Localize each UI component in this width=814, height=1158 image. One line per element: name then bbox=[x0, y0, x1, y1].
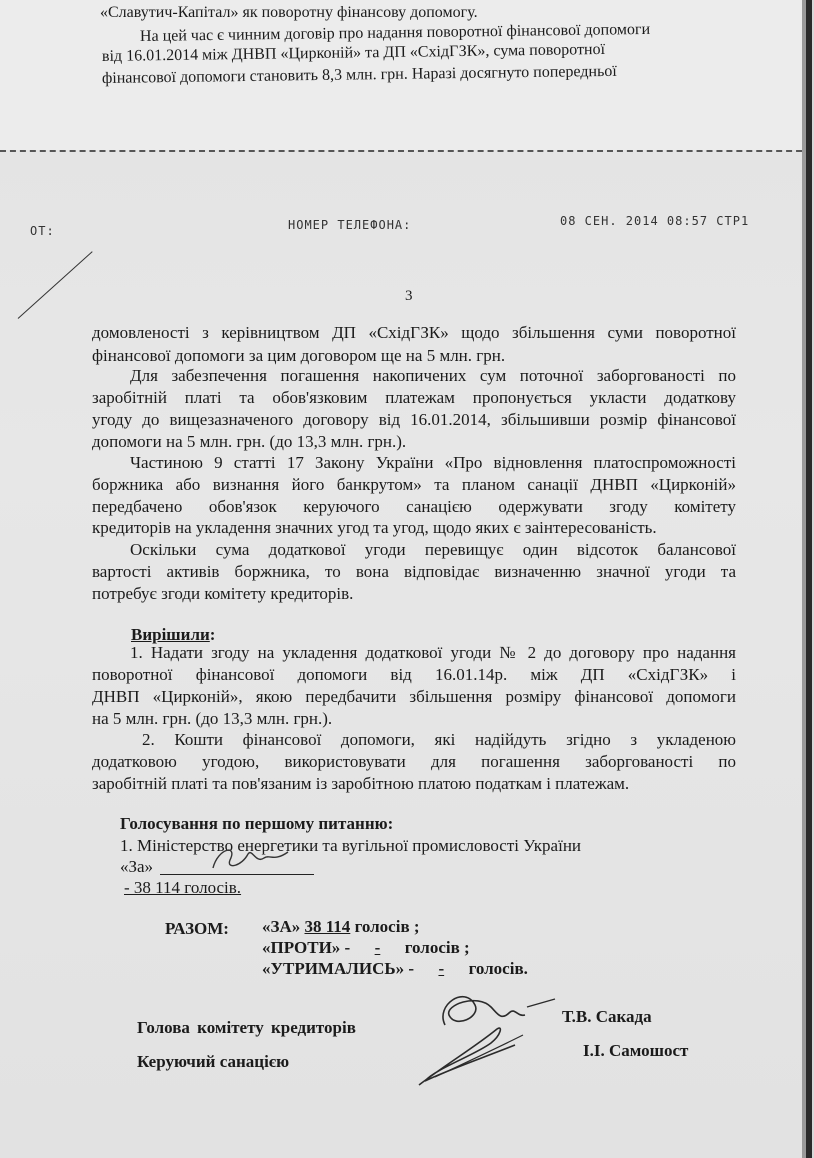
paragraph-2-line-2: заробітній платі та обов'язковим платежам пропонується укласти додаткову bbox=[92, 388, 736, 407]
page-edge bbox=[806, 0, 812, 1158]
abstain-suffix: голосів. bbox=[468, 959, 528, 978]
decision-2-line-3: заробітній платі та пов'язаним із заробітною платою податкам і платежам. bbox=[92, 774, 630, 793]
for-label: «За» bbox=[120, 857, 154, 876]
prev-page-line-2: На цей час є чинним договір про надання поворотної фінансової допомоги bbox=[139, 20, 651, 45]
voter-signature bbox=[208, 840, 298, 876]
perforation-line bbox=[0, 150, 812, 152]
abstain-value: - bbox=[438, 959, 445, 978]
decided-heading-text: Вирішили bbox=[131, 625, 210, 644]
voter-name: 1. Міністерство енергетики та вугільної промисловості України bbox=[120, 836, 582, 855]
paragraph-2-line-3: угоду до вищезазначеного договору від 16.01.2014, збільшивши розмір фінансової bbox=[92, 410, 736, 429]
paragraph-4-line-3: потребує згоди комітету кредиторів. bbox=[92, 584, 354, 603]
fax-from: ОТ: bbox=[30, 224, 55, 238]
total-label: РАЗОМ: bbox=[165, 919, 229, 938]
decision-1-line-2: поворотної фінансової допомоги від 16.01.14р. між ДП «СхідГЗК» і bbox=[92, 665, 736, 684]
paragraph-3-line-1: Частиною 9 статті 17 Закону України «Про відновлення платоспроможності bbox=[130, 453, 736, 472]
total-against bbox=[262, 937, 470, 959]
paragraph-1-line-2: фінансової допомоги за цим договором ще на 5 млн. грн. bbox=[92, 346, 506, 365]
paragraph-4-line-2: вартості активів боржника, то вона відповідає визначенню значної угоди та bbox=[92, 562, 736, 581]
decision-2-line-2: додатковою угодою, використовувати для погашення заборгованості по bbox=[92, 752, 736, 771]
chair-name: Т.В. Сакада bbox=[562, 1007, 652, 1026]
against-suffix: голосів ; bbox=[404, 938, 470, 957]
signatures-handwritten bbox=[405, 985, 565, 1095]
manager-name: І.І. Самошост bbox=[583, 1041, 689, 1060]
page-number: 3 bbox=[405, 288, 413, 304]
paragraph-3-line-2: боржника або визнання його банкрутом» та планом санації ДНВП «Цирконій» bbox=[92, 475, 736, 494]
prev-page-line-1: «Славутич-Капітал» як поворотну фінансову допомогу. bbox=[100, 4, 478, 21]
total-for-suffix: голосів ; bbox=[354, 917, 420, 936]
manager-role: Керуючий санацією bbox=[137, 1052, 290, 1071]
fax-phone: НОМЕР ТЕЛЕФОНА: bbox=[288, 218, 412, 232]
chair-role: Голова комітету кредиторів bbox=[137, 1018, 356, 1037]
fax-datetime: 08 СЕН. 2014 08:57 СТР1 bbox=[560, 214, 750, 228]
decision-1-line-3: ДНВП «Цирконій», якою передбачити збільшення розміру фінансової допомоги bbox=[92, 687, 736, 706]
prev-page-line-4: фінансової допомоги становить 8,3 млн. грн. Наразі досягнуто попередньої bbox=[101, 62, 617, 87]
for-votes: - 38 114 голосів. bbox=[124, 878, 242, 897]
voting-heading: Голосування по першому питанню: bbox=[120, 814, 394, 833]
total-for bbox=[262, 916, 420, 938]
against-value: - bbox=[374, 938, 381, 957]
decision-2-line-1: 2. Кошти фінансової допомоги, які надійдуть згідно з укладеною bbox=[142, 730, 736, 749]
against-label: «ПРОТИ» - bbox=[262, 938, 351, 957]
total-for-prefix: «ЗА» bbox=[262, 917, 301, 936]
margin-mark bbox=[18, 251, 93, 319]
paragraph-1-line-1: домовленості з керівництвом ДП «СхідГЗК» щодо збільшення суми поворотної bbox=[92, 323, 736, 342]
paragraph-4-line-1: Оскільки сума додаткової угоди перевищує один відсоток балансової bbox=[130, 540, 736, 559]
decided-heading-colon: : bbox=[209, 625, 216, 644]
total-abstain bbox=[262, 958, 528, 980]
prev-page-line-3: від 16.01.2014 між ДНВП «Цирконій» та ДП «СхідГЗК», сума поворотної bbox=[101, 40, 606, 65]
paragraph-2-line-1: Для забезпечення погашення накопичених сум поточної заборгованості по bbox=[130, 366, 736, 385]
abstain-label: «УТРИМАЛИСЬ» - bbox=[262, 959, 415, 978]
decision-1-line-4: на 5 млн. грн. (до 13,3 млн. грн.). bbox=[92, 709, 333, 728]
paragraph-3-line-3: передбачено обов'язок керуючого санацією одержувати згоду комітету bbox=[92, 497, 736, 516]
decision-1-line-1: 1. Надати згоду на укладення додаткової угоди № 2 до договору про надання bbox=[130, 643, 736, 662]
total-for-value: 38 114 bbox=[304, 917, 351, 936]
paragraph-2-line-4: допомоги на 5 млн. грн. (до 13,3 млн. грн.). bbox=[92, 432, 407, 451]
paragraph-3-line-4: кредиторів на укладення значних угод та угод, щодо яких є заінтересованість. bbox=[92, 518, 657, 537]
